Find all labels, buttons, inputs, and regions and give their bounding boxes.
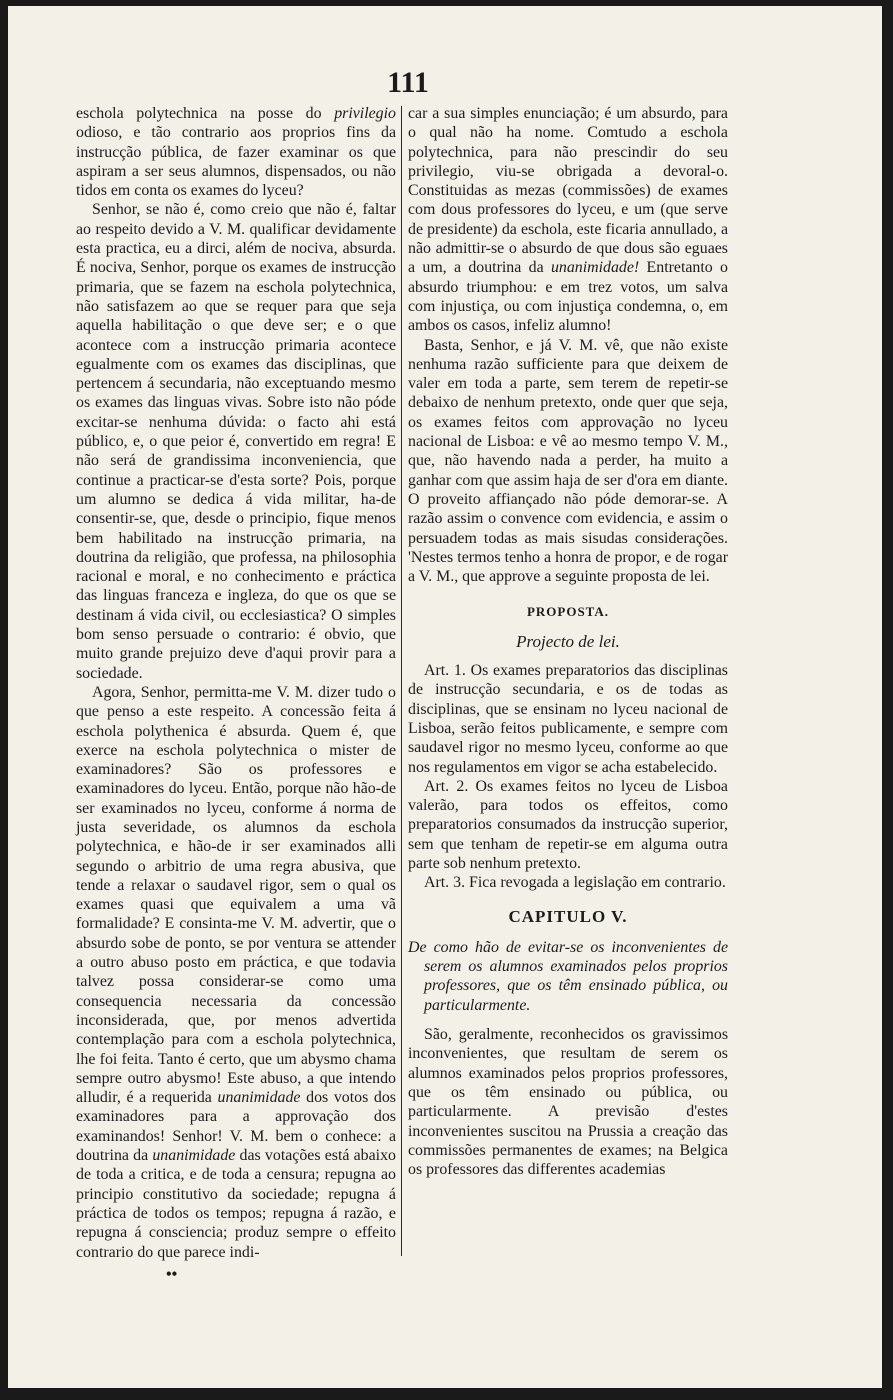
paragraph-2: Senhor, se não é, como creio que não é, faltar ao respeito devido a V. M. qualificar devidamente esta practica, eu a dirci, além de nociva, absurda. É nociva, Senhor, porque os exames de instrucção primaria, que se fazem na eschola polytechnica, não satisfazem ao que se requer para que seja aquella habilitação o que deve ser; e o que acontece com a instrucção primaria acontece egualmente com os exames das disciplinas, que pertencem á secundaria, não exceptuando mesmo os exames das linguas vivas. Sobre isto não póde excitar-se nenhuma dúvida: o facto ahi está público, e, o que peior é, convertido em regra! E não será de grandissima inconveniencia, que continue a practicar-se d'esta sorte? Pois, porque um alumno se dedica á vida militar, ha-de consentir-se, que, desde o principio, fique menos bem habilitado na instrucção primaria, na doutrina da religião, que professa, na philosophia racional e moral, e no conhecimento e práctica das linguas franceza e ingleza, do que os que se destinam á vida civil, ou ecclesiastica? O simples bom senso persuade o contrario: é obvio, que muito grande prejuizo deve d'aqui provir para a sociedade.: [76, 201, 396, 682]
paragraph-basta: Basta, Senhor, e já V. M. vê, que não existe nenhuma razão sufficiente para que deixem de valer em toda a parte, sem terem de repetir-se debaixo de nenhum pretexto, onde quer que seja, os exames feitos com approvação no lyceu nacional de Lisboa: e vê ao mesmo tempo V. M., que, não havendo nada a perder, ha muito a ganhar com que assim haja de ser d'ora em diante. O proveito affiançado não póde demorar-se. A razão assim o convence com evidencia, e assim o persuadem todas as mais sisudas considerações. 'Nestes termos tenho a honra de propor, e de rogar a V. M., que approve a seguinte proposta de lei.: [408, 336, 728, 586]
page-number: 111: [387, 66, 429, 99]
article-2: Art. 2. Os exames feitos no lyceu de Lisboa valerão, para todos os effeitos, como preparatorios consumados da instrucção superior, sem que tenham de repetir-se em alguma outra parte sob nenhum pretexto.: [408, 777, 728, 872]
column-divider: [401, 106, 402, 1256]
paragraph-1: eschola polytechnica na posse do privilegio odioso, e tão contrario aos proprios fins da instrucção pública, de fazer examinar os que aspiram a ser seus alumnos, dispensados, ou não tidos em conta os exames do lyceu?: [76, 105, 396, 200]
right-column: [408, 104, 728, 1179]
paragraph-continued: car a sua simples enunciação; é um absurdo, para o qual não ha nome. Comtudo a eschola polytechnica, para não prescindir do seu privilegio, viu-se obrigada a devoral-o. Constituidas as mezas (commissões) de exames com dous professores do lyceu, e um (que serve de presidente) da eschola, este ficaria annullado, a não admittir-se o absurdo de que dous são eguaes a um, a doutrina da unanimidade! Entretanto o absurdo triumphou: e em trez votos, um salva com injustiça, ou com injustiça condemna, o, em ambos os casos, infeliz alumno!: [408, 105, 729, 335]
paragraph-chapter-start: São, geralmente, reconhecidos os gravissimos inconvenientes, que resultam de serem os alumnos examinados pelos proprios professores, que os têm ensinado ou pública, ou particularmente. A previsão d'estes inconvenientes suscitou na Prussia a creação das commissões permanentes de exames; na Belgica os professores das differentes academias: [408, 1026, 728, 1179]
chapter-heading: CAPITULO V.: [508, 906, 628, 926]
paragraph-3: Agora, Senhor, permitta-me V. M. dizer tudo o que penso a este respeito. A concessão feita á eschola polythenica é absurda. Quem é, que exerce na eschola polytechnica o mister de examinadores? São os professores e examinadores do lyceu. Então, porque não hão-de ser examinados no lyceu, conforme á norma de justa severidade, os alumnos da eschola polytechnica, e hão-de ir ser examinados alli segundo o arbitrio de uma regra abusiva, que tende a relaxar o saudavel rigor, sem o qual os exames quasi que equivalem a uma vã formalidade? E consinta-me V. M. advertir, que o absurdo sobe de ponto, se por ventura se attender a outro abuso posto em práctica, e que todavia talvez possa considerar-se como uma consequencia necessaria da concessão inconsiderada, que, por menos advertida contemplação para com a eschola polytechnica, lhe foi feita. Tanto é certo, que um abysmo chama sempre outro abysmo! Este abuso, a que intendo alludir, é a requerida unanimidade dos votos dos examinadores para a approvação dos examinandos! Senhor! V. M. bem o conhece: a doutrina da unanimidade das votações está abaixo de toda a critica, e de toda a censura; repugna ao principio constitutivo da sociedade; repugna á práctica de todos os tempos; repugna á razão, e repugna á consciencia; produz sempre o effeito contrario do que parece indi-: [76, 683, 396, 1261]
article-3: Art. 3. Fica revogada a legislação em contrario.: [424, 874, 726, 892]
left-column: [76, 104, 396, 1262]
proposta-heading: PROPOSTA.: [526, 604, 610, 620]
projecto-heading: Projecto de lei.: [516, 631, 620, 651]
article-1: Art. 1. Os exames preparatorios das disciplinas de instrucção secundaria, e os de todas as disciplinas, que se ensinam no lyceu nacional de Lisboa, serão feitos publicamente, e sempre com saudavel rigor no mesmo lyceu, conforme ao que nos regulamentos em vigor se acha estabelecido.: [408, 662, 728, 776]
chapter-subtitle: De como hão de evitar-se os inconvenientes de serem os alumnos examinados pelos proprios professores, que os têm ensinado pública, ou particularmente.: [408, 938, 728, 1014]
book-page: [8, 6, 882, 1388]
footer-mark: ••: [166, 1266, 178, 1283]
